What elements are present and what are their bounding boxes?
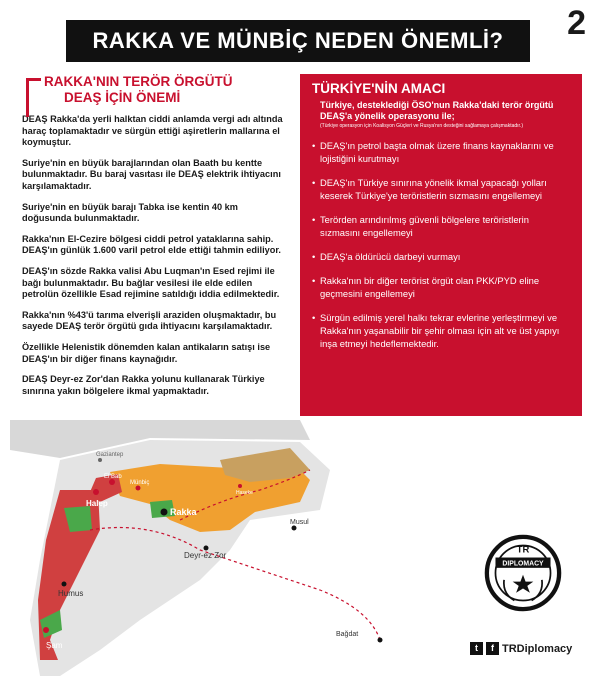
goal-item: • Rakka'nın bir diğer terörist örgüt olan PKK/PYD eline geçmesini engellemeyi: [312, 274, 570, 300]
page-number: 2: [567, 4, 586, 42]
left-bullet-list: [22, 114, 284, 397]
tr-diplomacy-emblem: [480, 530, 566, 616]
right-heading: TÜRKİYE'NİN AMACI: [312, 81, 446, 96]
laurel-left-icon: [504, 580, 515, 601]
goal-item: • Sürgün edilmiş yerel halkı tekrar evlerine yerleştirmeyi ve Rakka'nın yaşanabilir bir şehir olması için alt ve üst yapıyı inşa etmeyi hedeflemektedir.: [312, 311, 570, 350]
city-marker-humus: [62, 582, 67, 587]
city-marker-halep: [93, 489, 99, 495]
brand-handle: [470, 642, 572, 655]
left-bullet: DEAŞ Deyr-ez Zor'dan Rakka yolunu kullanarak Türkiye sınırına yakın bölgelere ikmal yapmaktadır.: [22, 374, 265, 396]
city-marker-sam: [43, 627, 49, 633]
syria-map: [0, 420, 460, 676]
city-marker-rakka: [161, 509, 168, 516]
star-icon: [513, 575, 534, 593]
city-marker-gaziantep: [98, 458, 102, 462]
page-title-text: RAKKA VE MÜNBİÇ NEDEN ÖNEMLİ?: [92, 28, 504, 53]
city-marker-munbic: [136, 486, 141, 491]
city-label: Şam: [46, 641, 63, 650]
left-heading-line2: DEAŞ İÇİN ÖNEMİ: [64, 90, 181, 105]
city-label: Humus: [58, 589, 84, 598]
city-marker-bagdat: [378, 638, 383, 643]
left-heading: [22, 74, 284, 106]
twitter-icon: t: [470, 642, 483, 655]
city-marker-deyrezzor: [204, 546, 209, 551]
turkey-goal-panel: [300, 74, 582, 416]
facebook-icon: f: [486, 642, 499, 655]
left-heading-line1: RAKKA'NIN TERÖR ÖRGÜTÜ: [44, 74, 233, 89]
left-bullet: DEAŞ'ın sözde Rakka valisi Abu Luqman'ın Esed rejimi ile bağı bulunmaktadır. Bu bağlar vesilesi ile elde edilen petrolün özellikle Esad rejimine satıldığı iddia edilmektedir.: [22, 265, 280, 300]
left-bullet: Rakka'nın El-Cezire bölgesi ciddi petrol yataklarına sahip. DEAŞ'ın günlük 1.600 varil petrol elde ettiği tahmin ediliyor.: [22, 233, 281, 256]
city-label: Rakka: [170, 507, 197, 517]
left-bullet: DEAŞ Rakka'da yerli halktan ciddi anlamda vergi adı altında haraç toplamaktadır ve sürgün ettiği aşiretlerin mallarına el koymuştur.: [22, 114, 283, 148]
goal-item: • DEAŞ'ın petrol başta olmak üzere finans kaynaklarını ve lojistiğini kurutmayı: [312, 139, 570, 165]
heading-bracket: [26, 78, 41, 117]
right-subheading: Türkiye, desteklediği ÖSO'nun Rakka'daki terör örgütü DEAŞ'a yönelik operasyonu ile;: [320, 100, 554, 121]
left-bullet: Suriye'nin en büyük barajlarından olan Baath bu kentte bulunmaktadır. Bu baraj vasıtası ile DEAŞ elektrik ihtiyacını karşılamaktadır.: [22, 157, 281, 191]
left-bullet: Özellikle Helenistik dönemden kalan antikaların satışı ise DEAŞ'ın bir diğer finans kaynağıdır.: [22, 341, 271, 364]
page-title: [66, 20, 530, 62]
city-label: Gaziantep: [96, 452, 124, 458]
emblem-top-text: TR: [516, 544, 530, 556]
city-label: Musul: [290, 519, 309, 526]
left-bullet: Suriye'nin en büyük barajı Tabka ise kentin 40 km doğusunda bulunmaktadır.: [22, 201, 238, 224]
left-column: [22, 74, 284, 406]
city-marker-haseke: [238, 484, 242, 488]
left-bullet: Rakka'nın %43'ü tarıma elverişli araziden oluşmaktadır, bu sayede DEAŞ terör örgütü gıda ihtiyacını karşılamaktadır.: [22, 309, 277, 332]
goal-item: • DEAŞ'ın Türkiye sınırına yönelik ikmal yapacağı yolları keserek Türkiye'ye teröristlerin sızmasını engellemeyi: [312, 176, 570, 202]
city-label: Münbiç: [130, 480, 150, 486]
emblem-ring-text: DIPLOMACY: [502, 560, 544, 568]
city-label: El Bab: [104, 474, 122, 480]
right-note: (Türkiye operasyon için Koalisyon Güçleri ve Rusya'nın desteğini sağlamaya çalışmaktadır.): [320, 123, 523, 129]
city-label: Bağdat: [336, 631, 359, 638]
laurel-right-icon: [532, 580, 543, 601]
city-marker-musul: [292, 526, 297, 531]
city-label: Haseke: [236, 490, 253, 496]
goal-list: [300, 139, 582, 350]
city-label: Deyr-ez Zor: [184, 551, 227, 560]
brand-handle-text: TRDiplomacy: [502, 642, 573, 655]
goal-item: • DEAŞ'a öldürücü darbeyi vurmayı: [312, 250, 570, 263]
city-label: Halep: [86, 499, 108, 508]
goal-item: • Terörden arındırılmış güvenli bölgelere teröristlerin sızmasını engellemeyi: [312, 213, 570, 239]
